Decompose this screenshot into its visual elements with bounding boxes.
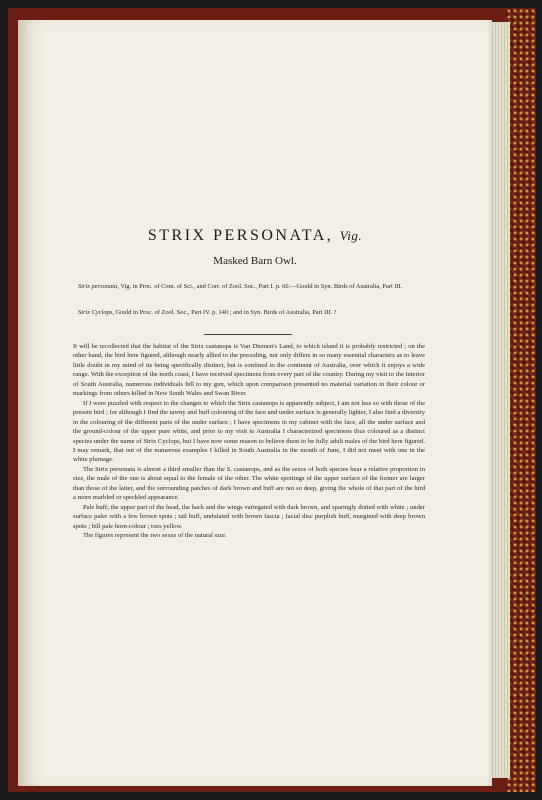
- paragraph: It will be recollected that the habitat of the Strix castanops is Van Diemen's Land, to which island it is probably restricted ; on the other hand, the bird here figured, although nearly allied to the preceding, not only differs in so many essential characters as to leave little doubt in my mind of its being specifically distinct, but is confined to the continent of Australia, over which it enjoys a wide range. With the exception of the north coast, I have received specimens from every part of the country. During my visit to the interior of South Australia, numerous individuals fell to my gun, which upon comparison presented no material variation in their colour or markings from others killed in New South Wales and Swan River.: [73, 343, 425, 398]
- book-cover: [8, 8, 536, 792]
- book-page: [18, 20, 492, 786]
- marbled-cover-edge: [506, 8, 536, 792]
- synonym-entry: [78, 282, 418, 291]
- synonym-reference: , Vig. in Proc. of Com. of Sci., and Corr. of Zool. Soc., Part I. p. 60.—Gould in Syn. Birds of Australia, Part III.: [117, 283, 403, 290]
- paragraph: The Strix personata is almost a third smaller than the S. castanops, and as the sexes of both species bear a relative proportion in size, the male of the one is about equal to the female of the other. The white spottings of the upper surface of the former are larger than those of the latter, and the surrounding patches of dark brown and buff are not so deep, giving the whole of that part of the bird a more marbled or speckled appearance.: [73, 465, 425, 502]
- paragraph: If I were puzzled with respect to the changes to which the Strix castanops is apparently subject, I am not less so with those of the present bird ; for although I find the tawny and buff colouring of the face and under surface is generally lighter, I also find a diversity in the colouring of the different parts of the under surface ; I have specimens in my cabinet with the face, all the under surface and the ground-colour of the upper pure white, and prior to my visit to Australia I characterized specimens thus coloured as a distinct species under the name of Strix Cyclops, but I have now some reason to believe them to be fully adult males of the bird here figured. I may remark, that out of the numerous examples I killed in South Australia in the month of June, I did not meet with one in the white plumage.: [73, 399, 425, 464]
- synonym-name: Strix Cyclops: [78, 309, 113, 316]
- paragraph: Pale buff; the upper part of the head, the back and the wings variegated with dark brown, and sparingly dotted with white ; under surface paler with a few brown spots ; tail buff, undulated with brown fascia ; facial disc purplish buff, margined with deep brown spots ; bill pale horn-colour ; toes yellow.: [73, 503, 425, 530]
- synonym-entry: [78, 308, 418, 317]
- page-title: [18, 227, 492, 245]
- common-name: Masked Barn Owl.: [213, 255, 297, 267]
- section-divider: [204, 334, 292, 335]
- title-species: STRIX PERSONATA,: [147, 227, 334, 244]
- paragraph: The figures represent the two sexes of the natural size.: [83, 532, 227, 540]
- synonym-reference: , Gould in Proc. of Zool. Soc., Part IV. p. 140 ; and in Syn. Birds of Australia, Part III. ?: [112, 309, 337, 316]
- synonym-name: Strix personata: [78, 283, 118, 290]
- body-text: [73, 342, 425, 541]
- title-author: Vig.: [339, 228, 363, 243]
